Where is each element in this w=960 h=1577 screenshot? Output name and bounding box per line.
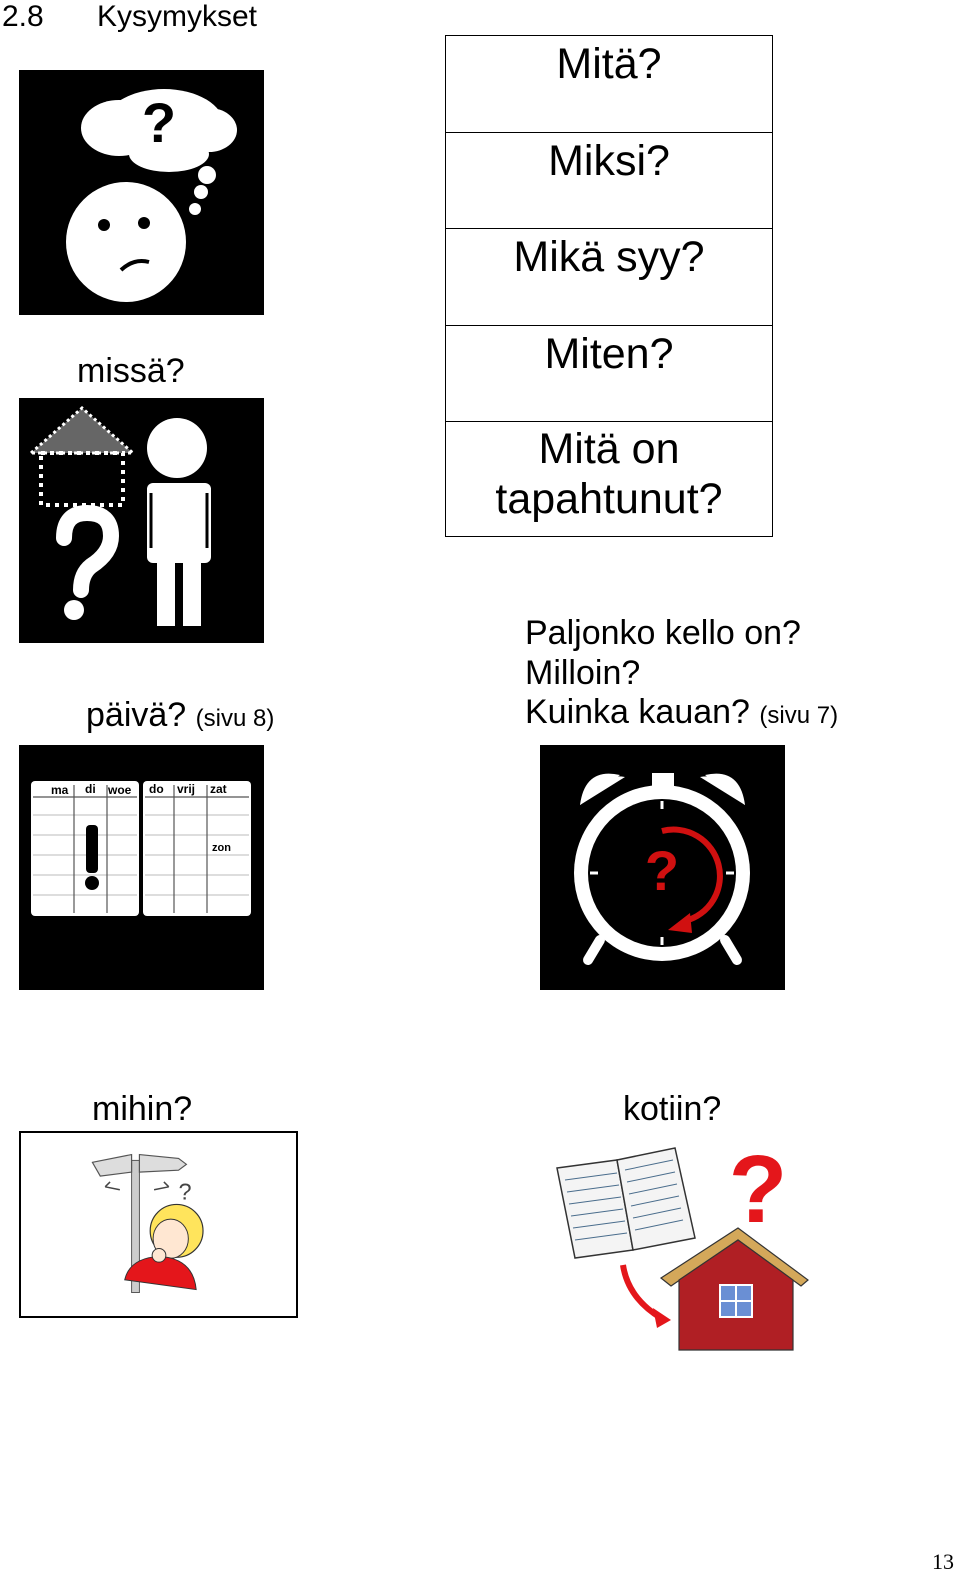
question-what: Mitä? (446, 36, 772, 133)
section-title: Kysymykset (97, 0, 258, 33)
calendar-day-tue: di (85, 782, 96, 796)
calendar-day-sun: zon (212, 842, 231, 854)
time-question-clock: Paljonko kello on? (525, 614, 801, 652)
label-where: missä? (77, 352, 185, 390)
thinking-face-icon (19, 70, 264, 315)
question-what-happened-line1: Mitä on (538, 425, 680, 473)
label-day (86, 696, 274, 738)
time-question-ref: (sivu 7) (759, 702, 839, 729)
label-home: kotiin? (623, 1090, 722, 1128)
svg-text:?: ? (644, 839, 680, 902)
calendar-house-icon (553, 1140, 813, 1355)
time-question-when: Milloin? (525, 653, 641, 692)
section-heading (2, 0, 257, 34)
svg-text:?: ? (728, 1140, 788, 1243)
question-what-happened (446, 422, 772, 536)
question-table (445, 35, 773, 537)
signpost-thinking-icon (19, 1131, 298, 1318)
question-what-happened-line2: tapahtunut? (495, 475, 723, 523)
label-day-ref: (sivu 8) (195, 705, 275, 732)
label-day-text: päivä? (86, 696, 187, 734)
calendar-day-wed: woe (108, 783, 132, 797)
calendar-day-mon: ma (51, 783, 69, 797)
alarm-clock-icon (540, 745, 785, 990)
label-where-to: mihin? (92, 1090, 193, 1128)
house-person-question-icon (19, 398, 264, 643)
calendar-day-fri: vrij (177, 782, 196, 796)
calendar-day-sat: zat (210, 782, 227, 796)
question-what-reason: Mikä syy? (446, 229, 772, 326)
time-questions (525, 614, 838, 736)
time-question-how-long-text: Kuinka kauan? (525, 693, 750, 731)
calendar-icon (19, 745, 264, 990)
question-why: Miksi? (446, 133, 772, 230)
question-how: Miten? (446, 326, 772, 423)
svg-text:?: ? (178, 1178, 192, 1205)
page-number: 13 (932, 1549, 954, 1574)
calendar-day-thu: do (149, 782, 164, 796)
time-question-how-long (525, 693, 838, 736)
section-number: 2.8 (2, 0, 44, 33)
svg-text:?: ? (141, 91, 177, 154)
